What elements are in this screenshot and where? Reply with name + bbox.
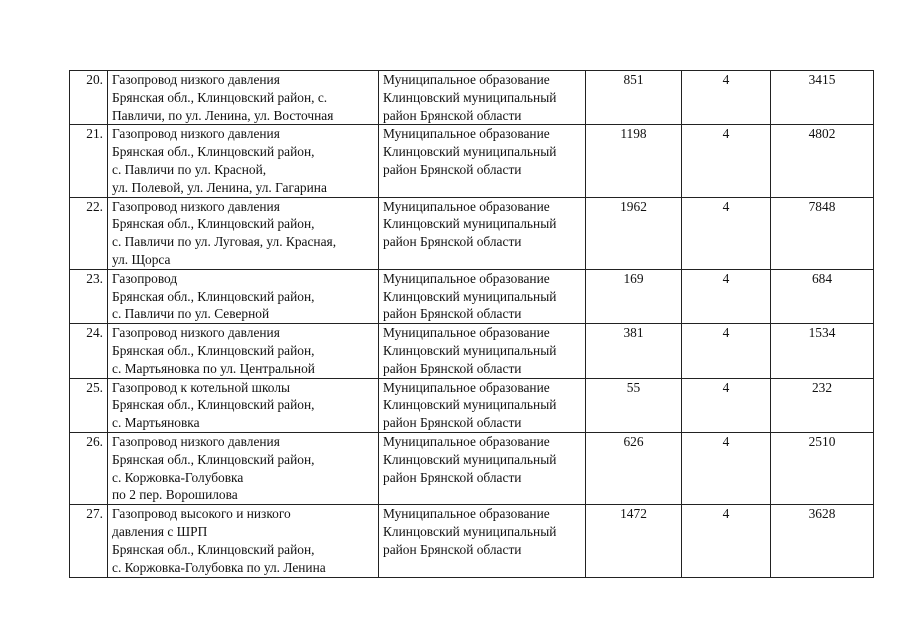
object-description-cell (108, 71, 379, 125)
category-cell: 4 (682, 269, 771, 323)
owner-cell (379, 432, 586, 504)
owner-cell (379, 269, 586, 323)
table-row (70, 324, 874, 378)
object-description-line: ул. Полевой, ул. Ленина, ул. Гагарина (112, 179, 327, 195)
value-cell: 1534 (771, 324, 874, 378)
value-cell: 4802 (771, 125, 874, 197)
category-cell: 4 (682, 378, 771, 432)
owner-cell (379, 505, 586, 578)
length-cell: 1962 (586, 197, 682, 269)
object-description-cell (108, 432, 379, 504)
value-cell: 3628 (771, 505, 874, 578)
table-row (70, 432, 874, 504)
row-number-cell: 27. (70, 505, 108, 578)
table-row (70, 505, 874, 578)
object-description-line: Газопровод низкого давления (112, 433, 280, 449)
row-number-cell: 24. (70, 324, 108, 378)
object-description-line: с. Павличи по ул. Луговая, ул. Красная, (112, 234, 337, 250)
object-description-line: Газопровод низкого давления (112, 126, 280, 142)
owner-line: Муниципальное образование (383, 198, 550, 214)
owner-line: Клинцовский муниципальный (383, 523, 557, 539)
owner-cell (379, 197, 586, 269)
object-description-line: Павличи, по ул. Ленина, ул. Восточная (112, 107, 334, 123)
object-description-line: давления с ШРП (112, 523, 208, 539)
table-row (70, 71, 874, 125)
object-description-cell (108, 269, 379, 323)
value-cell: 7848 (771, 197, 874, 269)
object-description-cell (108, 324, 379, 378)
object-description-line: Брянская обл., Клинцовский район, (112, 342, 315, 358)
owner-cell (379, 378, 586, 432)
row-number-cell: 21. (70, 125, 108, 197)
owner-line: Муниципальное образование (383, 126, 550, 142)
owner-line: Клинцовский муниципальный (383, 451, 557, 467)
owner-line: Муниципальное образование (383, 270, 550, 286)
owner-cell (379, 71, 586, 125)
object-description-cell (108, 197, 379, 269)
table-row (70, 197, 874, 269)
object-description-line: Газопровод высокого и низкого (112, 506, 291, 522)
owner-line: район Брянской области (383, 360, 522, 376)
object-description-line: с. Мартьяновка по ул. Центральной (112, 360, 315, 376)
row-number-cell: 25. (70, 378, 108, 432)
owner-line: Муниципальное образование (383, 433, 550, 449)
value-cell: 684 (771, 269, 874, 323)
object-description-line: ул. Щорса (112, 251, 171, 267)
owner-line: Клинцовский муниципальный (383, 342, 557, 358)
value-cell: 2510 (771, 432, 874, 504)
object-description-line: Брянская обл., Клинцовский район, с. (112, 89, 328, 105)
length-cell: 1472 (586, 505, 682, 578)
owner-line: Клинцовский муниципальный (383, 89, 557, 105)
owner-cell (379, 324, 586, 378)
category-cell: 4 (682, 505, 771, 578)
owner-line: район Брянской области (383, 234, 522, 250)
owner-line: район Брянской области (383, 306, 522, 322)
object-description-cell (108, 505, 379, 578)
object-description-line: с. Павличи по ул. Северной (112, 306, 270, 322)
category-cell: 4 (682, 432, 771, 504)
object-description-cell (108, 125, 379, 197)
category-cell: 4 (682, 197, 771, 269)
table-row (70, 378, 874, 432)
owner-line: район Брянской области (383, 415, 522, 431)
owner-line: Муниципальное образование (383, 506, 550, 522)
owner-line: район Брянской области (383, 469, 522, 485)
object-description-line: с. Коржовка-Голубовка по ул. Ленина (112, 559, 326, 575)
length-cell: 169 (586, 269, 682, 323)
length-cell: 1198 (586, 125, 682, 197)
category-cell: 4 (682, 324, 771, 378)
table-row (70, 269, 874, 323)
value-cell: 3415 (771, 71, 874, 125)
row-number-cell: 23. (70, 269, 108, 323)
object-description-line: с. Мартьяновка (112, 415, 200, 431)
row-number-cell: 22. (70, 197, 108, 269)
owner-line: район Брянской области (383, 107, 522, 123)
object-description-line: Газопровод низкого давления (112, 325, 280, 341)
object-description-line: Брянская обл., Клинцовский район, (112, 216, 315, 232)
length-cell: 381 (586, 324, 682, 378)
owner-line: Клинцовский муниципальный (383, 216, 557, 232)
length-cell: 55 (586, 378, 682, 432)
object-description-line: Брянская обл., Клинцовский район, (112, 397, 315, 413)
object-description-line: Брянская обл., Клинцовский район, (112, 288, 315, 304)
object-description-line: Газопровод (112, 270, 178, 286)
owner-line: Клинцовский муниципальный (383, 397, 557, 413)
owner-line: район Брянской области (383, 541, 522, 557)
object-description-line: по 2 пер. Ворошилова (112, 487, 238, 503)
owner-line: Клинцовский муниципальный (383, 144, 557, 160)
table-row (70, 125, 874, 197)
value-cell: 232 (771, 378, 874, 432)
row-number-cell: 26. (70, 432, 108, 504)
row-number-cell: 20. (70, 71, 108, 125)
object-description-cell (108, 378, 379, 432)
object-description-line: Брянская обл., Клинцовский район, (112, 451, 315, 467)
owner-line: Клинцовский муниципальный (383, 288, 557, 304)
gas-pipeline-registry-table (69, 70, 874, 578)
owner-line: район Брянской области (383, 161, 522, 177)
object-description-line: с. Коржовка-Голубовка (112, 469, 244, 485)
object-description-line: Газопровод низкого давления (112, 72, 280, 87)
table-body (70, 71, 874, 578)
length-cell: 626 (586, 432, 682, 504)
object-description-line: Брянская обл., Клинцовский район, (112, 144, 315, 160)
category-cell: 4 (682, 125, 771, 197)
object-description-line: Брянская обл., Клинцовский район, (112, 541, 315, 557)
owner-line: Муниципальное образование (383, 379, 550, 395)
owner-line: Муниципальное образование (383, 72, 550, 87)
category-cell: 4 (682, 71, 771, 125)
owner-cell (379, 125, 586, 197)
length-cell: 851 (586, 71, 682, 125)
object-description-line: Газопровод низкого давления (112, 198, 280, 214)
owner-line: Муниципальное образование (383, 325, 550, 341)
object-description-line: Газопровод к котельной школы (112, 379, 291, 395)
object-description-line: с. Павличи по ул. Красной, (112, 161, 267, 177)
